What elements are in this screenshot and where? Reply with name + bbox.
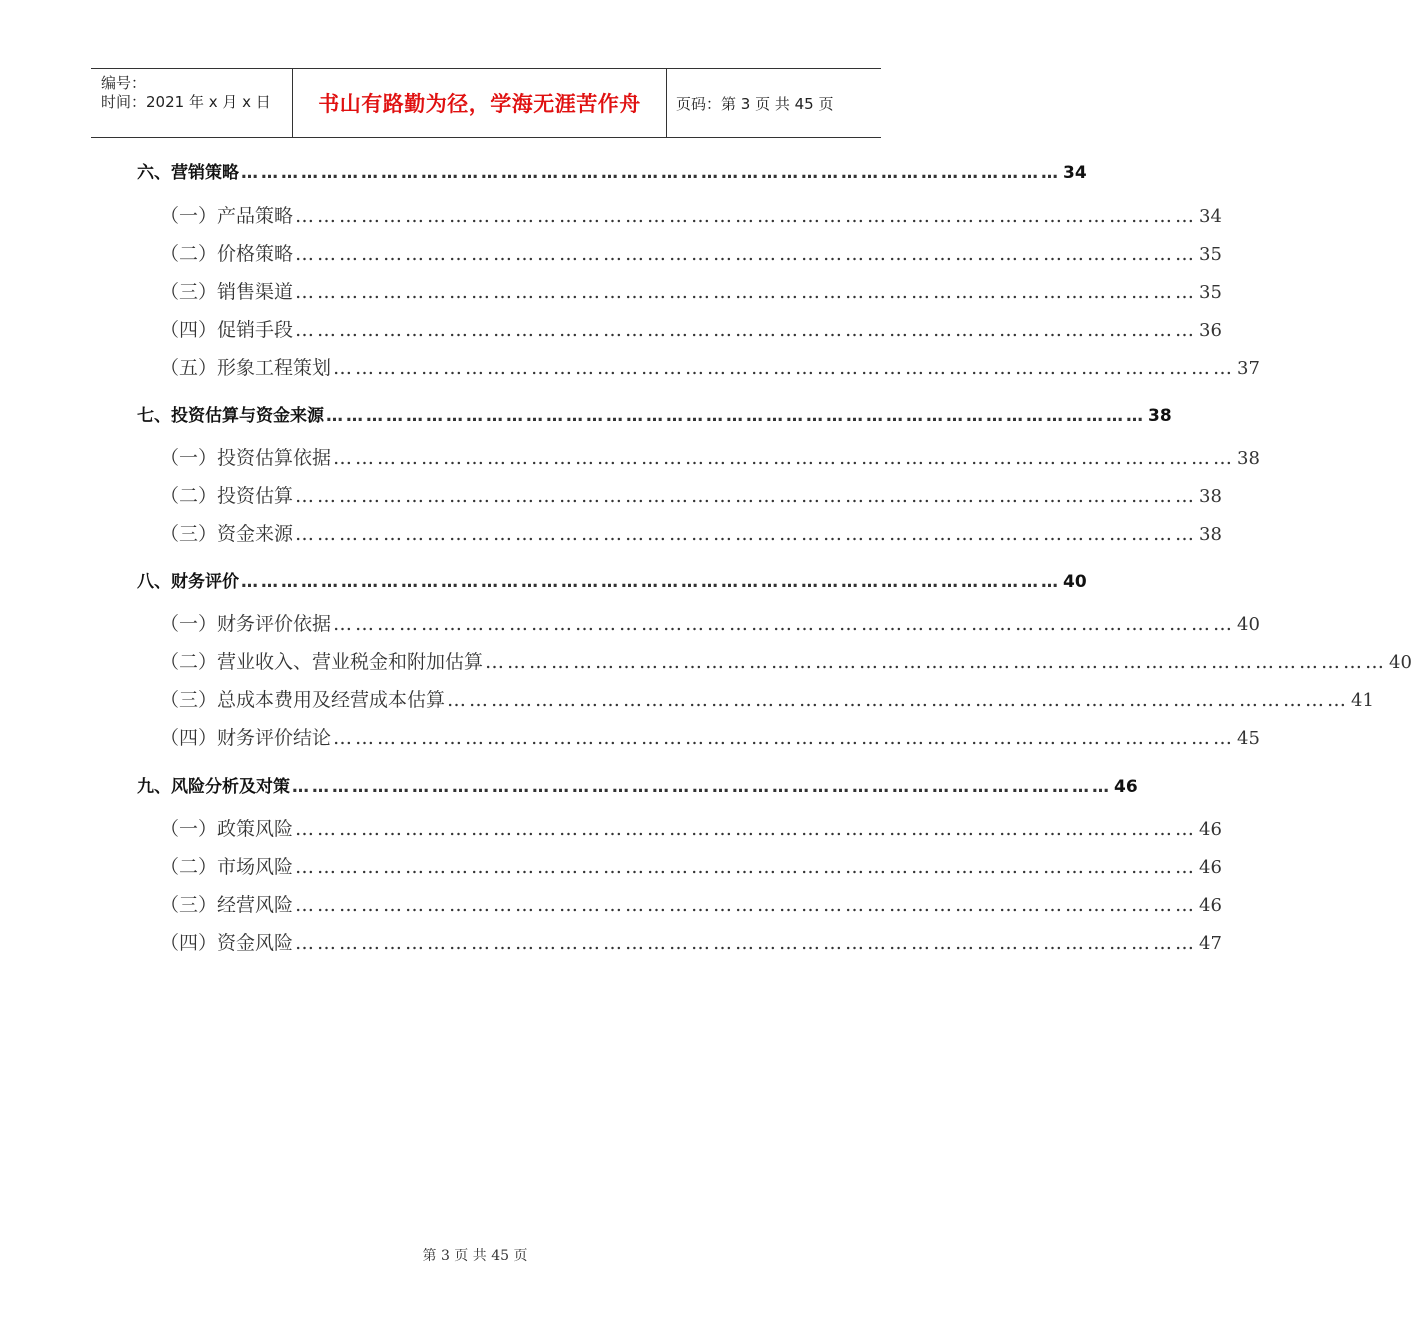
toc-entry[interactable]	[137, 401, 1172, 426]
toc-leader-dots: ……………………………………………………………………………………………………………	[295, 818, 1198, 840]
toc-leader-dots: ……………………………………………………………………………………………………………	[295, 894, 1198, 916]
toc-entry[interactable]	[160, 353, 1260, 380]
toc-entry[interactable]	[160, 201, 1222, 228]
toc-entry[interactable]	[160, 814, 1222, 841]
toc-leader-dots: ……………………………………………………………………………………………………………	[295, 281, 1198, 303]
toc-entry-page: 46	[1199, 895, 1222, 916]
toc-entry-page: 37	[1237, 358, 1260, 379]
toc-leader-dots: ……………………………………………………………………………………………………………	[295, 243, 1198, 265]
toc-leader-dots: ……………………………………………………………………………………………………………	[295, 523, 1198, 545]
toc-entry-page: 46	[1114, 777, 1138, 797]
toc-entry[interactable]	[160, 239, 1222, 266]
toc-entry-title: （四）资金风险	[160, 932, 294, 954]
toc-entry-page: 35	[1199, 282, 1222, 303]
toc-leader-dots: ……………………………………………………………………………………………………………	[241, 572, 1061, 592]
toc-leader-dots: ……………………………………………………………………………………………………………	[241, 163, 1061, 183]
document-number-label: 编号：	[101, 74, 147, 92]
toc-leader-dots: ……………………………………………………………………………………………………………	[447, 689, 1350, 711]
toc-entry[interactable]	[160, 609, 1260, 636]
document-time-label: 时间：2021 年 x 月 x 日	[101, 93, 271, 111]
toc-entry-title: （二）价格策略	[160, 243, 294, 265]
toc-entry-page: 46	[1199, 857, 1222, 878]
toc-entry-title: （一）投资估算依据	[160, 447, 332, 469]
toc-entry-page: 45	[1237, 728, 1260, 749]
toc-entry[interactable]	[160, 481, 1222, 508]
toc-entry-title: （二）营业收入、营业税金和附加估算	[160, 651, 484, 673]
toc-leader-dots: ……………………………………………………………………………………………………………	[326, 406, 1146, 426]
toc-leader-dots: ……………………………………………………………………………………………………………	[292, 777, 1112, 797]
toc-entry-page: 34	[1199, 206, 1222, 227]
toc-entry-page: 46	[1199, 819, 1222, 840]
toc-entry[interactable]	[160, 519, 1222, 546]
toc-entry-page: 38	[1199, 524, 1222, 545]
toc-entry[interactable]	[160, 647, 1412, 674]
header-info-cell	[91, 69, 292, 137]
toc-leader-dots: ……………………………………………………………………………………………………………	[295, 485, 1198, 507]
toc-entry-title: 七、投资估算与资金来源	[137, 406, 324, 426]
toc-leader-dots: ……………………………………………………………………………………………………………	[333, 613, 1236, 635]
toc-leader-dots: ……………………………………………………………………………………………………………	[295, 932, 1198, 954]
toc-entry-title: 六、营销策略	[137, 163, 239, 183]
toc-entry-title: （五）形象工程策划	[160, 357, 332, 379]
toc-entry-title: （一）财务评价依据	[160, 613, 332, 635]
toc-entry-page: 40	[1063, 572, 1087, 592]
toc-entry-page: 36	[1199, 320, 1222, 341]
page-footer: 第 3 页 共 45 页	[422, 1248, 528, 1264]
toc-entry-page: 35	[1199, 244, 1222, 265]
toc-leader-dots: ……………………………………………………………………………………………………………	[295, 319, 1198, 341]
toc-entry-title: （一）产品策略	[160, 205, 294, 227]
toc-leader-dots: ……………………………………………………………………………………………………………	[333, 447, 1236, 469]
toc-entry[interactable]	[160, 928, 1222, 955]
toc-entry-title: （一）政策风险	[160, 818, 294, 840]
toc-entry-title: （四）财务评价结论	[160, 727, 332, 749]
toc-entry-title: （三）资金来源	[160, 523, 294, 545]
toc-entry-title: （四）促销手段	[160, 319, 294, 341]
toc-entry-page: 41	[1351, 690, 1374, 711]
header-page-cell	[666, 69, 881, 137]
toc-entry-page: 40	[1389, 652, 1412, 673]
toc-leader-dots: ……………………………………………………………………………………………………………	[295, 856, 1198, 878]
toc-entry-page: 34	[1063, 163, 1087, 183]
header-page-code: 页码：第 3 页 共 45 页	[676, 94, 834, 113]
toc-entry-title: （二）市场风险	[160, 856, 294, 878]
page-header	[91, 68, 881, 138]
toc-entry[interactable]	[137, 158, 1087, 183]
toc-leader-dots: ……………………………………………………………………………………………………………	[295, 205, 1198, 227]
toc-entry-title: （三）销售渠道	[160, 281, 294, 303]
header-motto: 书山有路勤为径，学海无涯苦作舟	[318, 92, 641, 116]
toc-entry-page: 38	[1237, 448, 1260, 469]
toc-entry-page: 40	[1237, 614, 1260, 635]
toc-entry-page: 38	[1199, 486, 1222, 507]
toc-entry[interactable]	[160, 277, 1222, 304]
toc-entry[interactable]	[137, 567, 1087, 592]
toc-entry-page: 47	[1199, 933, 1222, 954]
toc-entry[interactable]	[160, 685, 1374, 712]
toc-entry[interactable]	[137, 772, 1138, 797]
toc-entry-title: 九、风险分析及对策	[137, 777, 290, 797]
toc-entry[interactable]	[160, 723, 1260, 750]
toc-entry[interactable]	[160, 890, 1222, 917]
toc-leader-dots: ……………………………………………………………………………………………………………	[485, 651, 1388, 673]
toc-entry[interactable]	[160, 852, 1222, 879]
toc-entry-page: 38	[1148, 406, 1172, 426]
toc-entry-title: （二）投资估算	[160, 485, 294, 507]
toc-leader-dots: ……………………………………………………………………………………………………………	[333, 357, 1236, 379]
header-motto-cell	[292, 69, 667, 137]
toc-leader-dots: ……………………………………………………………………………………………………………	[333, 727, 1236, 749]
toc-entry[interactable]	[160, 443, 1260, 470]
toc-entry-title: （三）经营风险	[160, 894, 294, 916]
toc-entry[interactable]	[160, 315, 1222, 342]
toc-entry-title: （三）总成本费用及经营成本估算	[160, 689, 446, 711]
toc-entry-title: 八、财务评价	[137, 572, 239, 592]
